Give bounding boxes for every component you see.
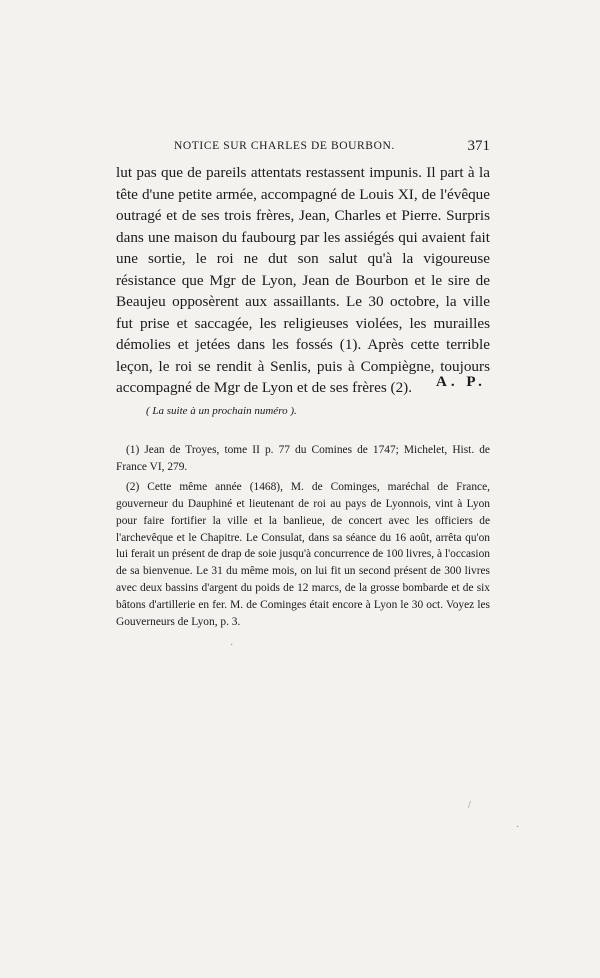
body-paragraph: lut pas que de pareils attentats restassent impunis. Il part à la tête d'une petite armée, accompagné de Louis XI, de l'évêque outragé et de ses trois frères, Jean, Charles et Pierre. Surpris dans une maison du faubourg par les assiégés qui avaient fait une sortie, le roi ne dut son salut qu'à la vigoureuse résistance que Mgr de Lyon, Jean de Bourbon et le sire de Beaujeu opposèrent aux assaillants. Le 30 octobre, la ville fut prise et saccagée, les religieuses violées, les murailles démolies et jetées dans les fossés (1). Après cette terrible leçon, le roi se rendit à Senlis, puis à Compiègne, toujours accompagné de Mgr de Lyon et de ses frères (2). (116, 164, 490, 396)
footnotes (116, 442, 490, 634)
continuation-note: ( La suite à un prochain numéro ). (146, 405, 297, 417)
print-speck: / (468, 800, 471, 811)
body-text (116, 162, 490, 399)
author-signature: A. P. (436, 374, 486, 390)
page-number: 371 (467, 138, 490, 154)
footnote-2: (2) Cette même année (1468), M. de Cominges, maréchal de France, gouverneur du Dauphiné et lieutenant de roi au pays de Lyonnois, vint à Lyon pour faire fortifier la ville et la banlieue, de concert avec les officiers de l'archevêque et le Chapitre. Le Consulat, dans sa séance du 16 août, arrêta qu'on lui ferait un présent de drap de soie jusqu'à concurrence de 100 livres, à l'occasion de sa bienvenue. Le 31 du même mois, on lui fit un second présent de 300 livres avec deux bassins d'argent du poids de 12 marcs, de la grosse bombarde et de six bâtons d'artillerie en fer. M. de Cominges était encore à Lyon le 30 oct. Voyez les Gouverneurs de Lyon, p. 3. (116, 480, 490, 629)
page-header (116, 138, 490, 158)
print-speck: · (516, 822, 520, 833)
footnote-1: (1) Jean de Troyes, tome II p. 77 du Comines de 1747; Michelet, Hist. de France VI, 279. (116, 444, 490, 473)
print-speck: · (230, 640, 234, 651)
running-title: NOTICE SUR CHARLES DE BOURBON. (174, 140, 395, 152)
